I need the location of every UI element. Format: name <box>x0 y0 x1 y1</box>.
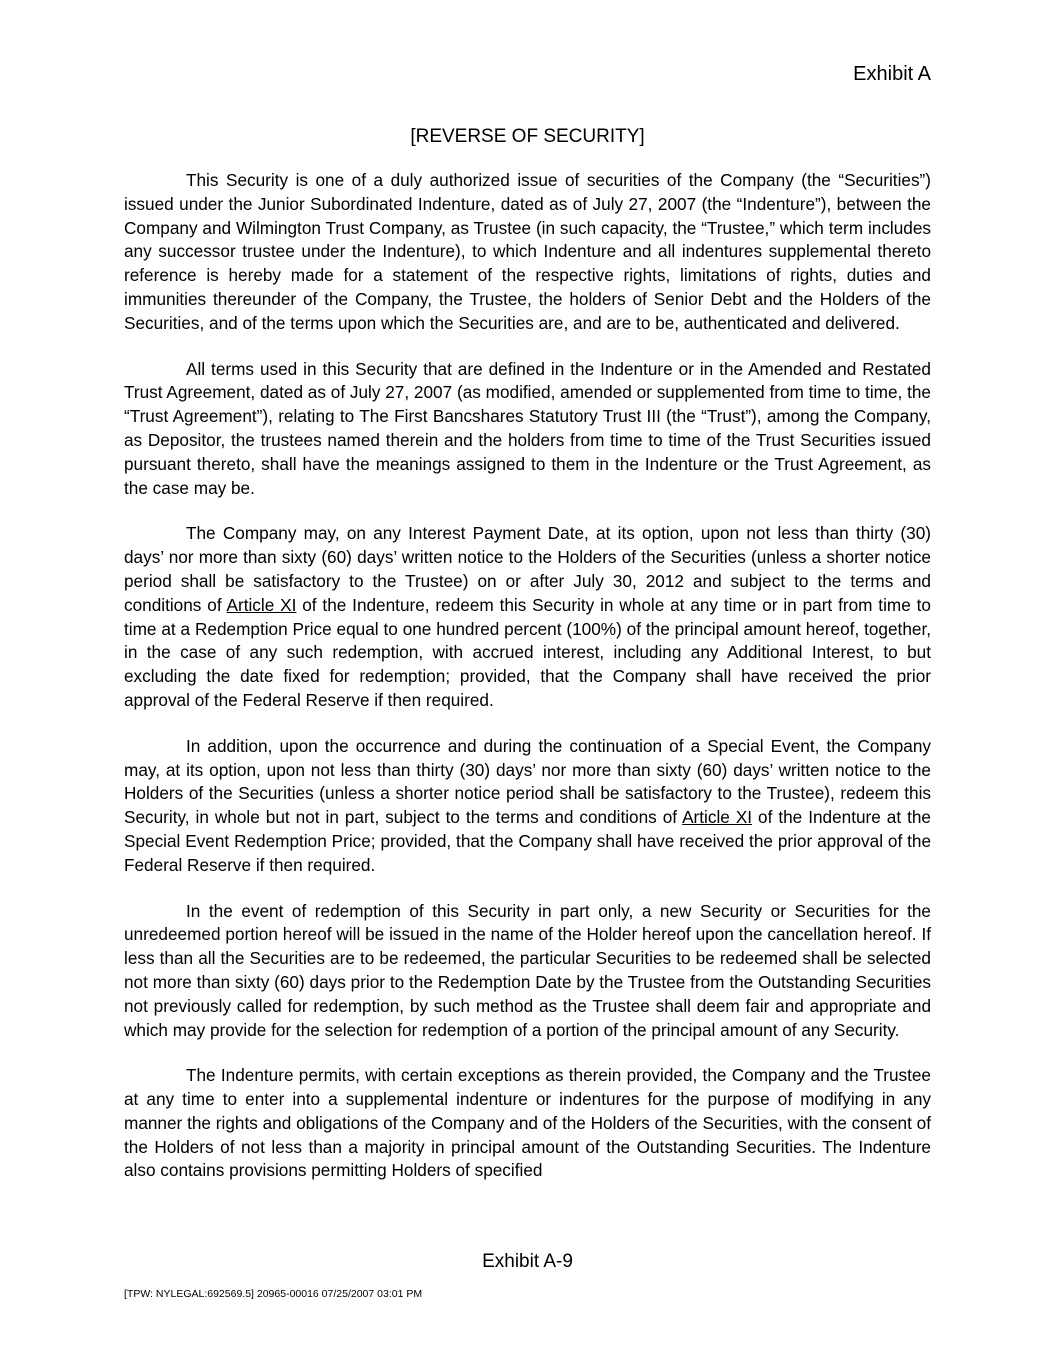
paragraph-special-event-redemption <box>124 735 931 878</box>
paragraph-text: In addition, upon the occurrence and during the continuation of a Special Event, the Company may, at its option, upon not less than thirty (30) days’ nor more than sixty (60) days’ written notice to the Holders of the Securities (unless a shorter notice period shall be satisfactory to the Trustee), redeem this Security, in whole but not in part, subject to the terms and conditions of <box>124 735 931 828</box>
paragraph-text: of the Indenture at the Special Event Redemption Price; provided, that the Company shall have received the prior approval of the Federal Reserve if then required. <box>124 807 931 875</box>
article-xi-reference: Article XI <box>682 807 753 828</box>
paragraph-supplemental-indenture: The Indenture permits, with certain exceptions as therein provided, the Company and the Trustee at any time to enter into a supplemental indenture or indentures for the purpose of modifying in any manner the rights and obligations of the Company and of the Holders of the Securities, with the consent of the Holders of not less than a majority in principal amount of the Outstanding Securities. The Indenture also contains provisions permitting Holders of specified <box>124 1065 931 1181</box>
article-xi-reference: Article XI <box>226 594 297 615</box>
paragraph-optional-redemption <box>124 522 931 712</box>
paragraph-text: The Company may, on any Interest Payment Date, at its option, upon not less than thirty (30) days’ nor more than sixty (60) days’ written notice to the Holders of the Securities (unless a shorter notice period shall be satisfactory to the Trustee) on or after July 30, 2012 and subject to the terms and conditions of <box>124 523 931 615</box>
document-body <box>124 169 931 1183</box>
page-title: [REVERSE OF SECURITY] <box>410 126 645 147</box>
paragraph-partial-redemption: In the event of redemption of this Security in part only, a new Security or Securities for the unredeemed portion hereof will be issued in the name of the Holder hereof upon the cancellation hereof. If less than all the Securities are to be redeemed, the particular Securities to be redeemed shall be selected not more than sixty (60) days prior to the Redemption Date by the Trustee from the Outstanding Securities not previously called for redemption, by such method as the Trustee shall deem fair and appropriate and which may provide for the selection for redemption of a portion of the principal amount of any Security. <box>124 900 931 1040</box>
paragraph-defined-terms: All terms used in this Security that are defined in the Indenture or in the Amended and Restated Trust Agreement, dated as of July 27, 2007 (as modified, amended or supplemented from time to time, the “Trust Agreement”), relating to The First Bancshares Statutory Trust III (the “Trust”), among the Company, as Depositor, the trustees named therein and the holders from time to time of the Trust Securities issued pursuant thereto, shall have the meanings assigned to them in the Indenture or the Trust Agreement, as the case may be. <box>124 358 931 498</box>
paragraph-text: of the Indenture, redeem this Security in whole at any time or in part from time to time at a Redemption Price equal to one hundred percent (100%) of the principal amount hereof, together, in the case of any such redemption, with accrued interest, including any Additional Interest, to but excluding the date fixed for redemption; provided, that the Company shall have received the prior approval of the Federal Reserve if then required. <box>124 594 931 710</box>
page-number: Exhibit A-9 <box>482 1251 573 1272</box>
paragraph-securities-description: This Security is one of a duly authorized issue of securities of the Company (the “Securities”) issued under the Junior Subordinated Indenture, dated as of July 27, 2007 (the “Indenture”), between the Company and Wilmington Trust Company, as Trustee (in such capacity, the “Trustee,” which term includes any successor trustee under the Indenture), to which Indenture and all indentures supplemental thereto reference is hereby made for a statement of the respective rights, limitations of rights, duties and immunities thereunder of the Company, the Trustee, the holders of Senior Debt and the Holders of the Securities, and of the terms upon which the Securities are, and are to be, authenticated and delivered. <box>124 170 931 333</box>
document-reference: [TPW: NYLEGAL:692569.5] 20965-00016 07/25/2007 03:01 PM <box>124 1288 423 1300</box>
exhibit-label: Exhibit A <box>853 63 931 85</box>
